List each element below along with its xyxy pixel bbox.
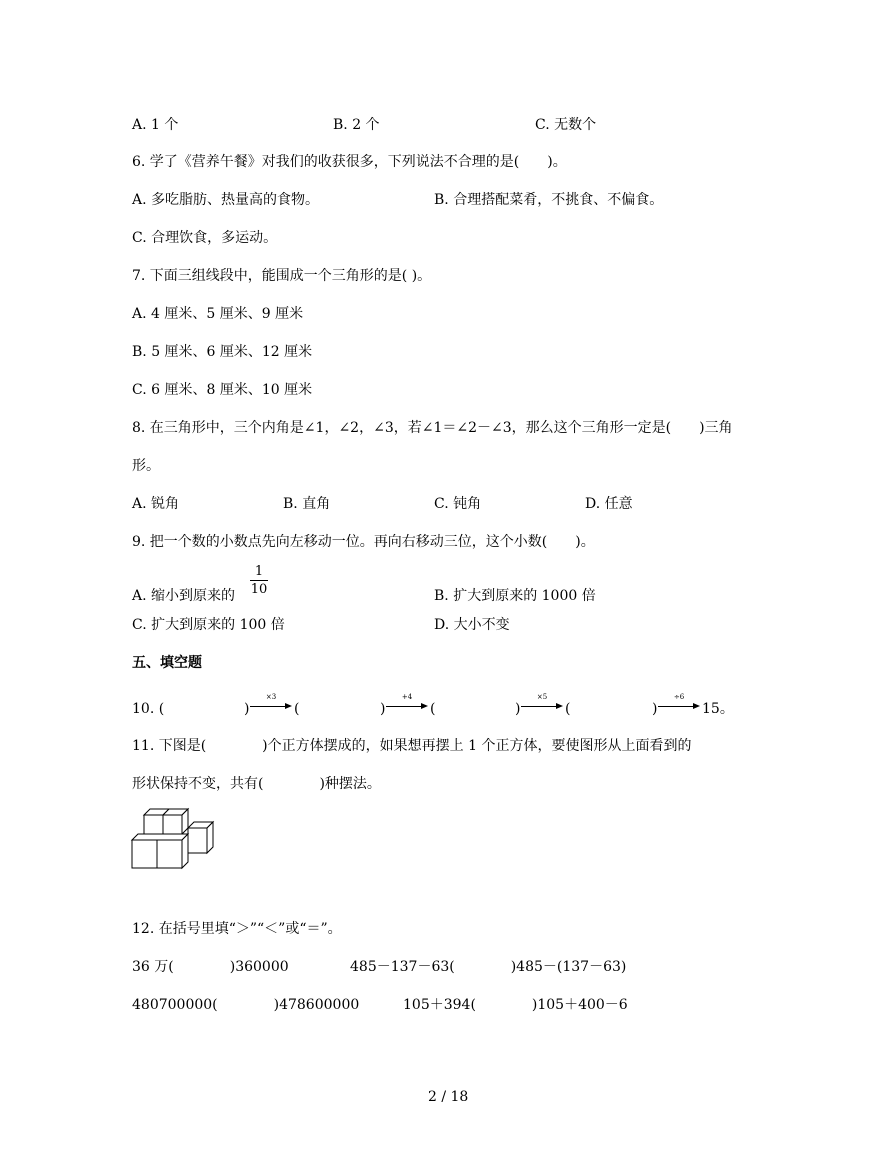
q11-line2: 形状保持不变，共有( )种摆法。 [132, 776, 381, 792]
q6-stem: 6. 学了《营养午餐》对我们的收获很多，下列说法不合理的是( )。 [132, 154, 567, 170]
fraction-bar [250, 580, 268, 581]
cube-stack-figure [128, 800, 224, 872]
q5-option-a: A. 1 个 [132, 117, 179, 133]
q8-option-b: B. 直角 [283, 496, 331, 512]
q12-row2-left: 480700000( )478600000 [132, 997, 360, 1013]
q10-close-4: ) [652, 701, 658, 717]
q6-option-c: C. 合理饮食，多运动。 [132, 230, 278, 246]
q12-row1-right: 485－137－63( )485－(137－63) [350, 959, 627, 975]
q12-row2-right: 105＋394( )105＋400－6 [403, 997, 628, 1013]
q8-option-d: D. 任意 [585, 496, 633, 512]
q7-option-b: B. 5 厘米、6 厘米、12 厘米 [132, 344, 313, 360]
q10-arrow-4 [658, 693, 700, 710]
q9-option-a: A. 缩小到原来的 [132, 588, 236, 604]
q10-prefix: 10. ( [132, 701, 165, 717]
q10-op-3: ×5 [536, 693, 548, 701]
q11-line1: 11. 下图是( )个正方体摆成的，如果想再摆上 1 个正方体，要使图形从上面看到的 [132, 738, 692, 754]
q9-option-d: D. 大小不变 [434, 617, 510, 633]
q10-op-4: ÷6 [673, 693, 685, 701]
q9-stem: 9. 把一个数的小数点先向左移动一位。再向右移动三位，这个小数( )。 [132, 534, 595, 550]
section-title: 五、填空题 [132, 655, 202, 671]
q8-option-a: A. 锐角 [132, 496, 180, 512]
q7-option-c: C. 6 厘米、8 厘米、10 厘米 [132, 382, 313, 398]
q6-option-a: A. 多吃脂肪、热量高的食物。 [132, 192, 320, 208]
q6-option-b: B. 合理搭配菜肴，不挑食、不偏食。 [434, 192, 664, 208]
q10-op-1: ×3 [265, 693, 277, 701]
page-number: 2 / 18 [428, 1089, 469, 1105]
q10-arrow-1 [250, 693, 292, 710]
q5-option-c: C. 无数个 [535, 117, 597, 133]
q9-fraction [250, 565, 268, 596]
q10-arrow-3 [521, 693, 563, 710]
q7-option-a: A. 4 厘米、5 厘米、9 厘米 [132, 306, 304, 322]
q12-stem: 12. 在括号里填“＞”“＜”或“＝”。 [132, 921, 342, 937]
q8-stem-line1: 8. 在三角形中，三个内角是∠1，∠2，∠3，若∠1＝∠2－∠3，那么这个三角形一定是( )三角 [132, 420, 733, 436]
q7-stem: 7. 下面三组线段中，能围成一个三角形的是( )。 [132, 268, 432, 284]
q8-stem-line2: 形。 [132, 458, 160, 474]
fraction-denominator: 10 [250, 582, 268, 597]
q8-option-c: C. 钝角 [434, 496, 482, 512]
q10-open-4: ( [565, 701, 571, 717]
fraction-numerator: 1 [254, 564, 264, 579]
q10-open-2: ( [294, 701, 300, 717]
q9-option-c: C. 扩大到原来的 100 倍 [132, 617, 285, 633]
q12-row1-left: 36 万( )360000 [132, 959, 289, 975]
q10-op-2: +4 [401, 693, 413, 701]
q10-open-3: ( [430, 701, 436, 717]
q10-close-1: ) [244, 701, 250, 717]
q5-option-b: B. 2 个 [333, 117, 380, 133]
q10-close-2: ) [380, 701, 386, 717]
q9-option-b: B. 扩大到原来的 1000 倍 [434, 588, 596, 604]
q10-arrow-2 [386, 693, 428, 710]
q10-end: 15。 [702, 701, 734, 717]
q10-close-3: ) [515, 701, 521, 717]
